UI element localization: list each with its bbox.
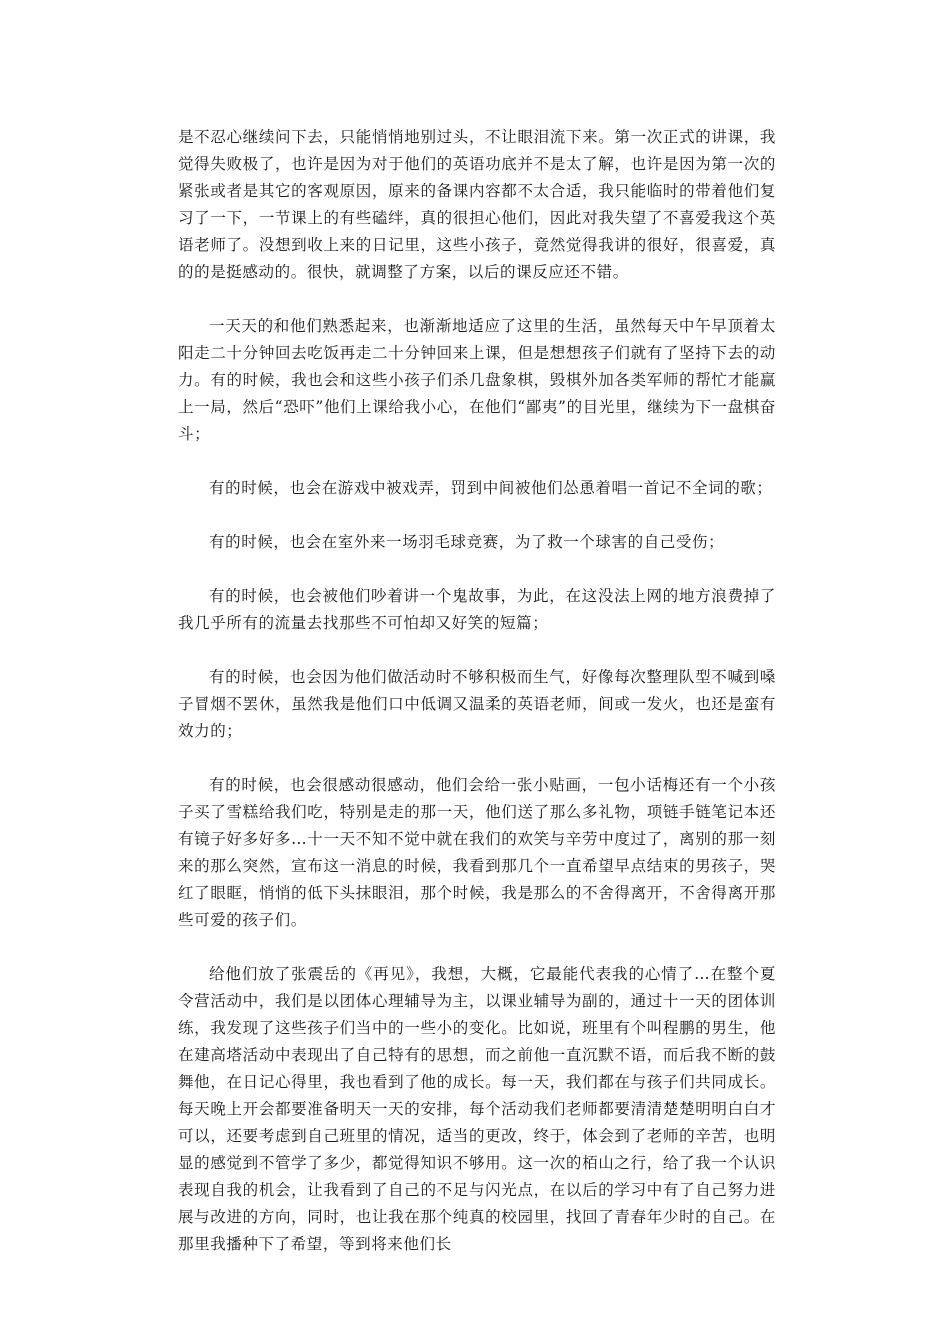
paragraph: 一天天的和他们熟悉起来，也渐渐地适应了这里的生活，虽然每天中午早顶着太阳走二十分钟回去吃饭再走二十分钟回来上课，但是想想孩子们就有了坚持下去的动力。有的时候，我也会和这些小孩子们杀几盘象棋，毁棋外加各类军师的帮忙才能赢上一局，然后“恐吓”他们上课给我小心，在他们“鄙夷”的目光里，继续为下一盘棋奋斗； — [178, 317, 776, 443]
paragraph: 有的时候，也会在游戏中被戏弄，罚到中间被他们怂恿着唱一首记不全词的歌； — [209, 479, 773, 497]
paragraph: 有的时候，也会因为他们做活动时不够积极而生气，好像每次整理队型不喊到嗓子冒烟不罢休，虽然我是他们口中低调又温柔的英语老师，间或一发火，也还是蛮有效力的； — [178, 668, 776, 740]
paragraph: 有的时候，也会被他们吵着讲一个鬼故事，为此，在这没法上网的地方浪费掉了我几乎所有的流量去找那些不可怕却又好笑的短篇； — [178, 587, 776, 632]
document-body — [178, 124, 776, 1258]
paragraph: 有的时候，也会在室外来一场羽毛球竞赛，为了救一个球害的自己受伤； — [209, 533, 725, 551]
paragraph: 是不忍心继续问下去，只能悄悄地别过头，不让眼泪流下来。第一次正式的讲课，我觉得失败极了，也许是因为对于他们的英语功底并不是太了解，也许是因为第一次的紧张或者是其它的客观原因，原来的备课内容都不太合适，我只能临时的带着他们复习了一下，一节课上的有些磕绊，真的很担心他们，因此对我失望了不喜爱我这个英语老师了。没想到收上来的日记里，这些小孩子，竟然觉得我讲的很好，很喜爱，真的的是挺感动的。很快，就调整了方案，以后的课反应还不错。 — [178, 128, 776, 281]
paragraph: 给他们放了张震岳的《再见》，我想，大概，它最能代表我的心情了…在整个夏令营活动中，我们是以团体心理辅导为主，以课业辅导为副的，通过十一天的团体训练，我发现了这些孩子们当中的一些小的变化。比如说，班里有个叫程鹏的男生，他在建高塔活动中表现出了自己特有的思想，而之前他一直沉默不语，而后我不断的鼓舞他，在日记心得里，我也看到了他的成长。每一天，我们都在与孩子们共同成长。每天晚上开会都要准备明天一天的安排，每个活动我们老师都要清清楚楚明明白白才可以，还要考虑到自己班里的情况，适当的更改，终于，体会到了老师的辛苦，也明显的感觉到不管学了多少，都觉得知识不够用。这一次的栢山之行，给了我一个认识表现自我的机会，让我看到了自己的不足与闪光点，在以后的学习中有了自己努力进展与改进的方向，同时，也让我在那个纯真的校园里，找回了青春年少时的自己。在那里我播种下了希望，等到将来他们长 — [178, 965, 776, 1253]
paragraph: 有的时候，也会很感动很感动，他们会给一张小贴画，一包小话梅还有一个小孩子买了雪糕给我们吃，特别是走的那一天，他们送了那么多礼物，项链手链笔记本还有镜子好多好多…十一天不知不觉中就在我们的欢笑与辛劳中度过了，离别的那一刻来的那么突然，宣布这一消息的时候，我看到那几个一直希望早点结束的男孩子，哭红了眼眶，悄悄的低下头抹眼泪，那个时候，我是那么的不舍得离开，不舍得离开那些可爱的孩子们。 — [178, 776, 776, 929]
